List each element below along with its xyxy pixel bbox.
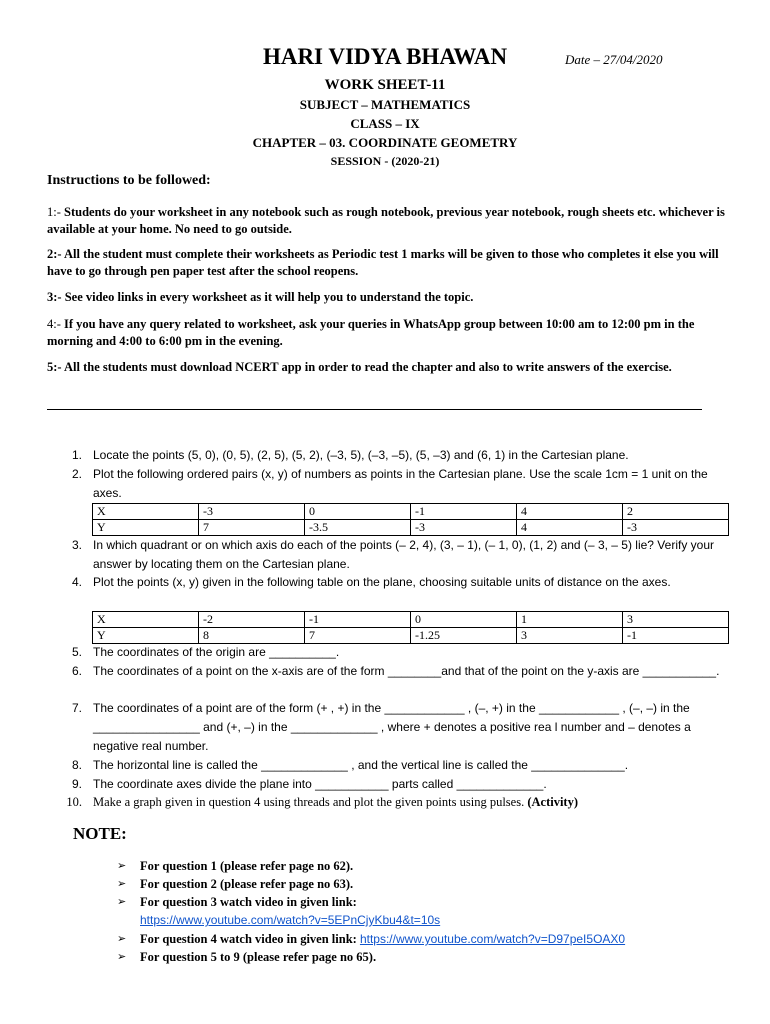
class: CLASS – IX xyxy=(350,116,420,131)
arrow-bullet-icon: ➢ xyxy=(117,950,127,963)
question-number: 7. xyxy=(71,701,82,715)
table-cell: -3.5 xyxy=(305,520,411,536)
table-row xyxy=(93,504,729,520)
note-text: For question 1 (please refer page no 62). xyxy=(140,859,354,873)
table-cell: 0 xyxy=(305,504,411,520)
note-text: For question 2 (please refer page no 63). xyxy=(140,877,354,891)
note-text: For question 5 to 9 (please refer page no 65). xyxy=(140,950,377,964)
question-number: 8. xyxy=(71,758,82,772)
question-number: 3. xyxy=(71,538,82,552)
note-text: For question 3 watch video in given link: xyxy=(140,895,357,909)
table-cell: -1 xyxy=(411,504,517,520)
question-text: The coordinates of a point are of the form (+ , +) in the ____________ , (–, +) in the ____________ , (–, –) in the ________________ and (+, –) in the _____________ , where + denotes a positive rea l number and – denotes a negative real number. xyxy=(93,701,691,753)
arrow-bullet-icon: ➢ xyxy=(117,859,127,872)
coordinates-table-1 xyxy=(92,503,729,536)
question-number: 6. xyxy=(71,664,82,678)
table-cell: 8 xyxy=(199,628,305,644)
arrow-bullet-icon: ➢ xyxy=(117,895,127,908)
question-text-body: Make a graph given in question 4 using threads and plot the given points using pulses. xyxy=(93,795,525,809)
question-text xyxy=(93,793,733,812)
instruction-text: All the student must complete their worksheets as Periodic test 1 marks will be given to those who completes it else you will have to go through pen paper test after the school reopens. xyxy=(47,247,719,278)
instruction-4 xyxy=(47,316,737,350)
chapter: CHAPTER – 03. COORDINATE GEOMETRY xyxy=(252,135,518,150)
instruction-number: 2:- xyxy=(47,247,62,261)
table-cell: 4 xyxy=(517,520,623,536)
question-number: 10. xyxy=(66,795,82,809)
subject: SUBJECT – MATHEMATICS xyxy=(299,97,471,112)
instruction-text: See video links in every worksheet as it will help you to understand the topic. xyxy=(64,290,474,304)
instruction-text: If you have any query related to worksheet, ask your queries in WhatsApp group between 10:00 am to 12:00 pm in the morning and 4:00 to 6:00 pm in the evening. xyxy=(47,317,695,348)
table-cell: 0 xyxy=(411,612,517,628)
note-text-body: For question 4 watch video in given link: xyxy=(140,932,357,946)
question-text: The coordinates of a point on the x-axis are of the form ________and that of the point on the y-axis are ___________. xyxy=(93,664,720,678)
question-number: 4. xyxy=(71,575,82,589)
arrow-bullet-icon: ➢ xyxy=(117,932,127,945)
question-number: 1. xyxy=(71,448,82,462)
question-text: Plot the points (x, y) given in the following table on the plane, choosing suitable units of distance on the axes. xyxy=(93,575,671,589)
table-cell: 1 xyxy=(517,612,623,628)
question-number: 5. xyxy=(71,645,82,659)
table-row xyxy=(93,628,729,644)
table-cell: 7 xyxy=(199,520,305,536)
table-cell: 3 xyxy=(517,628,623,644)
table-cell: 2 xyxy=(623,504,729,520)
table-cell: X xyxy=(93,612,199,628)
instruction-2 xyxy=(47,246,737,280)
activity-label: (Activity) xyxy=(527,795,578,809)
worksheet-date: Date – 27/04/2020 xyxy=(565,52,663,67)
table-cell: Y xyxy=(93,520,199,536)
instruction-number: 1:- xyxy=(47,205,61,219)
table-cell: -3 xyxy=(623,520,729,536)
table-cell: -1 xyxy=(623,628,729,644)
table-row xyxy=(93,520,729,536)
table-cell: -1.25 xyxy=(411,628,517,644)
table-row xyxy=(93,612,729,628)
instruction-number: 4:- xyxy=(47,317,61,331)
table-cell: 7 xyxy=(305,628,411,644)
instruction-3 xyxy=(47,289,737,306)
instruction-text: Students do your worksheet in any notebook such as rough notebook, previous year notebook, rough sheets etc. whichever is available at your home. No need to go outside. xyxy=(47,205,725,236)
worksheet-number: WORK SHEET-11 xyxy=(324,77,446,93)
table-cell: X xyxy=(93,504,199,520)
coordinates-table-2 xyxy=(92,611,729,644)
session: SESSION - (2020-21) xyxy=(330,154,440,168)
instruction-5 xyxy=(47,359,737,376)
school-name: HARI VIDYA BHAWAN xyxy=(262,44,508,69)
arrow-bullet-icon: ➢ xyxy=(117,877,127,890)
note-heading: NOTE: xyxy=(73,824,127,843)
question-text: Plot the following ordered pairs (x, y) of numbers as points in the Cartesian plane. Use the scale 1cm = 1 unit on the axes. xyxy=(93,467,708,500)
video-link-question-3[interactable]: https://www.youtube.com/watch?v=5EPnCjyKbu4&t=10s xyxy=(140,913,441,927)
question-number: 2. xyxy=(71,467,82,481)
divider-line xyxy=(47,409,702,410)
instructions-heading: Instructions to be followed: xyxy=(47,173,211,188)
question-text: Locate the points (5, 0), (0, 5), (2, 5), (5, 2), (–3, 5), (–3, –5), (5, –3) and (6, 1) in the Cartesian plane. xyxy=(93,448,629,462)
instruction-text: All the students must download NCERT app in order to read the chapter and also to write answers of the exercise. xyxy=(64,360,672,374)
table-cell: -3 xyxy=(199,504,305,520)
note-list xyxy=(117,857,737,972)
instruction-1 xyxy=(47,204,737,238)
question-text: In which quadrant or on which axis do each of the points (– 2, 4), (3, – 1), (– 1, 0), (1, 2) and (– 3, – 5) lie? Verify your answer by locating them on the Cartesian plane. xyxy=(93,538,714,571)
table-cell: -2 xyxy=(199,612,305,628)
question-text: The coordinate axes divide the plane into ___________ parts called _____________. xyxy=(93,777,547,791)
question-number: 9. xyxy=(71,777,82,791)
table-cell: -3 xyxy=(411,520,517,536)
table-cell: Y xyxy=(93,628,199,644)
table-cell: 3 xyxy=(623,612,729,628)
note-text xyxy=(140,930,730,948)
instruction-number: 3:- xyxy=(47,290,62,304)
question-text: The horizontal line is called the _____________ , and the vertical line is called the ______________. xyxy=(93,758,629,772)
table-cell: 4 xyxy=(517,504,623,520)
question-list xyxy=(60,446,740,816)
table-cell: -1 xyxy=(305,612,411,628)
video-link-question-4[interactable]: https://www.youtube.com/watch?v=D97peI5OAX0 xyxy=(359,932,626,946)
question-text: The coordinates of the origin are __________. xyxy=(93,645,340,659)
instruction-number: 5:- xyxy=(47,360,62,374)
